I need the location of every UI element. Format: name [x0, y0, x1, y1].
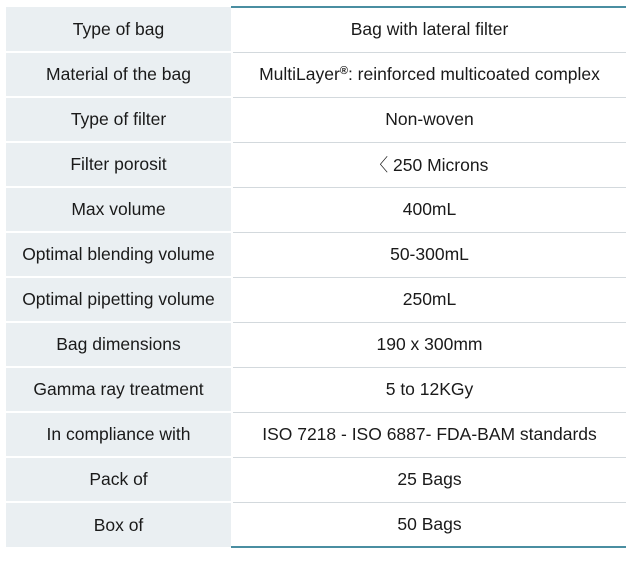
table-row-pack-of: [6, 457, 626, 502]
table-row-material: [6, 52, 626, 97]
table-row-filter-porosit: [6, 142, 626, 187]
table-row-type-of-filter: [6, 97, 626, 142]
row-value: 25 Bags: [232, 457, 626, 502]
row-label: Optimal pipetting volume: [6, 277, 232, 322]
row-value: 〈 250 Microns: [232, 142, 626, 187]
table-row-gamma-ray: [6, 367, 626, 412]
row-label: Gamma ray treatment: [6, 367, 232, 412]
row-label: Max volume: [6, 187, 232, 232]
row-label: Material of the bag: [6, 52, 232, 97]
row-value: 400mL: [232, 187, 626, 232]
row-value: 190 x 300mm: [232, 322, 626, 367]
row-value: [232, 52, 626, 97]
row-value: 250mL: [232, 277, 626, 322]
table-row-max-volume: [6, 187, 626, 232]
table-row-bag-dimensions: [6, 322, 626, 367]
table-row-compliance: [6, 412, 626, 457]
row-value: 50-300mL: [232, 232, 626, 277]
table-row-box-of: [6, 502, 626, 547]
value-prefix: MultiLayer: [259, 64, 340, 84]
row-value: Non-woven: [232, 97, 626, 142]
spec-table: [6, 6, 626, 548]
row-label: Type of bag: [6, 7, 232, 52]
row-label: In compliance with: [6, 412, 232, 457]
row-label: Box of: [6, 502, 232, 547]
row-value: 5 to 12KGy: [232, 367, 626, 412]
row-label: Filter porosit: [6, 142, 232, 187]
value-suffix: : reinforced multicoated complex: [347, 64, 600, 84]
table-row-type-of-bag: [6, 7, 626, 52]
row-label: Optimal blending volume: [6, 232, 232, 277]
registered-mark: ®: [339, 65, 348, 77]
row-label: Type of filter: [6, 97, 232, 142]
row-label: Bag dimensions: [6, 322, 232, 367]
row-value: ISO 7218 - ISO 6887- FDA-BAM standards: [232, 412, 626, 457]
row-label: Pack of: [6, 457, 232, 502]
table-row-pipetting-volume: [6, 277, 626, 322]
row-value: 50 Bags: [232, 502, 626, 547]
table-row-blending-volume: [6, 232, 626, 277]
row-value: Bag with lateral filter: [232, 7, 626, 52]
